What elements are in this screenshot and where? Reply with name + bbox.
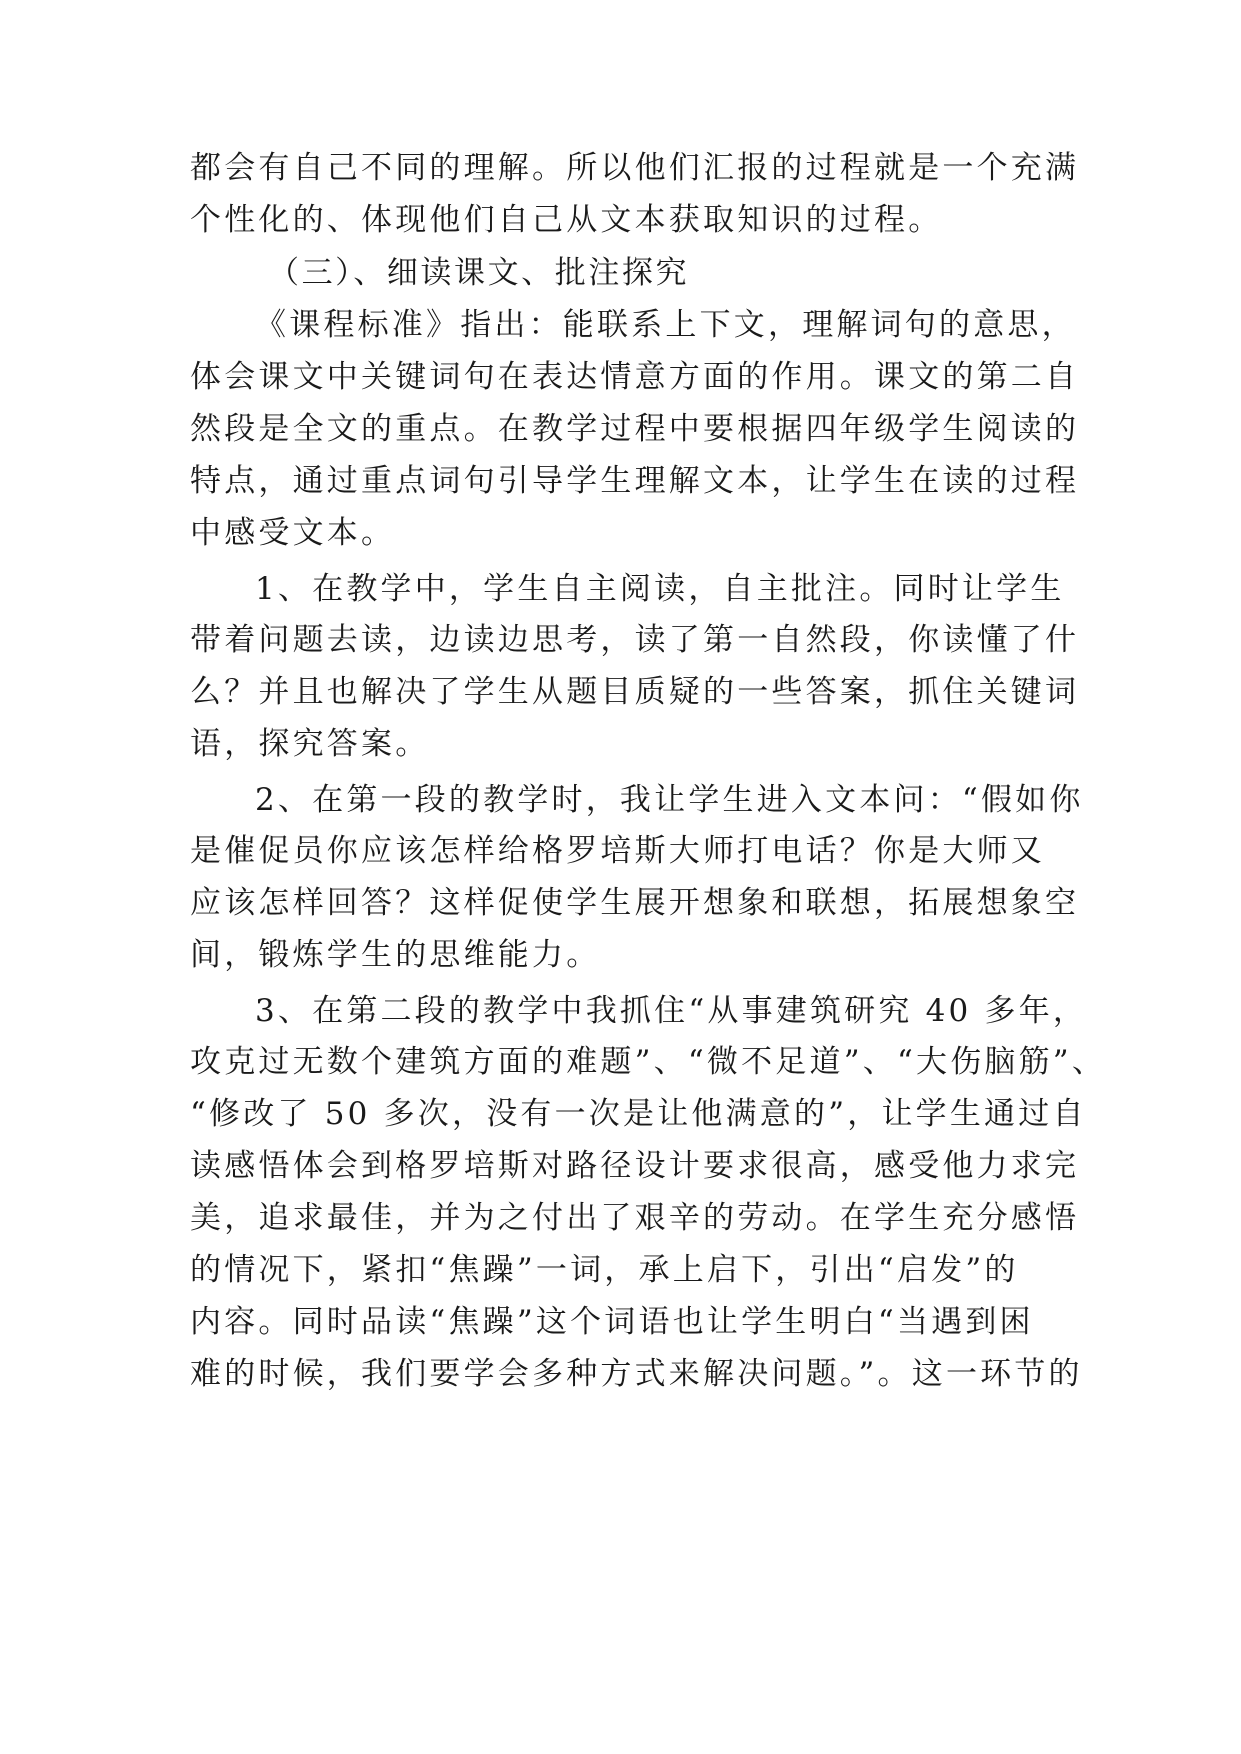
text-line: 应该怎样回答？这样促使学生展开想象和联想，拓展想象空 [190,885,1080,921]
text-line: 然段是全文的重点。在教学过程中要根据四年级学生阅读的 [190,411,1080,447]
text-line: 体会课文中关键词句在表达情意方面的作用。课文的第二自 [190,359,1080,395]
text-line: 语，探究答案。 [190,726,430,762]
text-line: 中感受文本。 [190,515,396,551]
text-line: 《课程标准》指出：能联系上下文，理解词句的意思， [255,307,1076,343]
text-line: 个性化的、体现他们自己从文本获取知识的过程。 [190,202,943,238]
text-line: 读感悟体会到格罗培斯对路径设计要求很高，感受他力求完 [190,1148,1080,1184]
text-line: 难的时候，我们要学会多种方式来解决问题。”。这一环节的 [190,1356,1083,1392]
text-line: 都会有自己不同的理解。所以他们汇报的过程就是一个充满 [190,150,1080,186]
text-line: 的情况下，紧扣“焦躁”一词，承上启下，引出“启发”的 [190,1252,1019,1288]
text-line: 间，锻炼学生的思维能力。 [190,937,601,973]
text-line: 么？并且也解决了学生从题目质疑的一些答案，抓住关键词 [190,674,1080,710]
text-line: 3、在第二段的教学中我抓住“从事建筑研究 40 多年， [255,993,1088,1029]
text-line: “修改了 50 多次，没有一次是让他满意的”，让学生通过自 [190,1096,1087,1132]
text-line: 1、在教学中，学生自主阅读，自主批注。同时让学生 [255,571,1065,607]
section-heading: （三）、细读课文、批注探究 [268,255,690,291]
text-line: 2、在第一段的教学时，我让学生进入文本问：“假如你 [255,782,1084,818]
text-line: 带着问题去读，边读边思考，读了第一自然段，你读懂了什 [190,622,1080,658]
text-line: 攻克过无数个建筑方面的难题”、“微不足道”、“大伤脑筋”、 [190,1044,1107,1080]
text-line: 美，追求最佳，并为之付出了艰辛的劳动。在学生充分感悟 [190,1200,1080,1236]
text-line: 是催促员你应该怎样给格罗培斯大师打电话？你是大师又 [190,833,1045,869]
text-line: 内容。同时品读“焦躁”这个词语也让学生明白“当遇到困 [190,1304,1034,1340]
text-line: 特点，通过重点词句引导学生理解文本，让学生在读的过程 [190,463,1080,499]
